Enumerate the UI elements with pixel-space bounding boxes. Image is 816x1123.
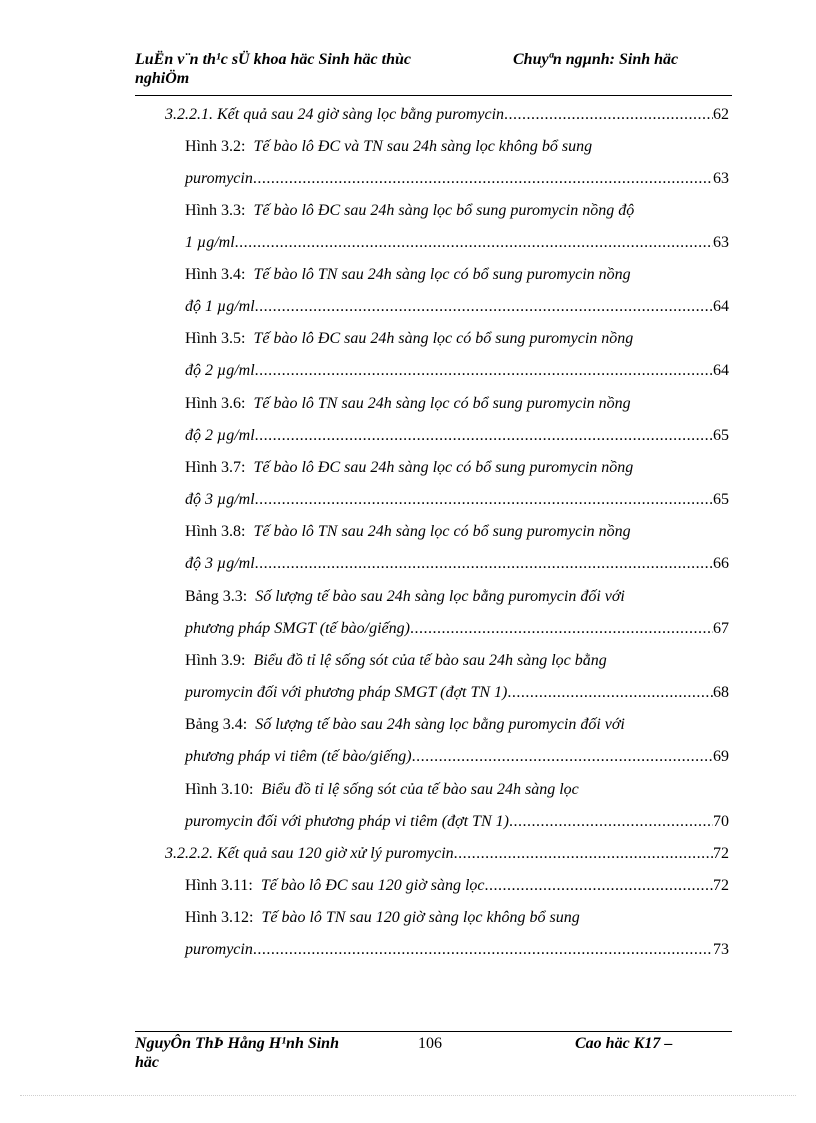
toc-entry-title: 1 µg/ml: [185, 234, 235, 251]
toc-entry-title: Tế bào lô ĐC sau 24h sàng lọc bổ sung puromycin nồng độ: [253, 202, 635, 219]
toc-entry-label: Bảng 3.4:: [185, 716, 248, 733]
toc-leader-dots: [507, 683, 713, 703]
toc-entry-label: Hình 3.2:: [185, 138, 246, 155]
toc-entry-title: Tế bào lô TN sau 24h sàng lọc có bổ sung puromycin nồng: [253, 523, 631, 540]
toc-entry: [185, 747, 729, 767]
toc-entry-label: Hình 3.11:: [185, 877, 253, 894]
toc-leader-dots: [504, 105, 713, 125]
footer-course: Cao häc K17 –: [575, 1035, 673, 1052]
toc-entry-title: puromycin: [185, 170, 253, 187]
toc-entry-title: Tế bào lô ĐC sau 24h sàng lọc có bổ sung puromycin nồng: [253, 330, 634, 347]
footer-rule: [135, 1031, 732, 1032]
toc-entry-title: độ 1 µg/ml: [185, 298, 255, 315]
toc-entry: [185, 490, 729, 510]
toc-entry-label: Hình 3.12:: [185, 909, 254, 926]
toc-leader-dots: [454, 844, 713, 864]
toc-leader-dots: [412, 747, 713, 767]
toc-entry: [185, 619, 729, 639]
toc-entry-first-line: [185, 651, 607, 671]
footer-author: NguyÔn ThÞ Hång H¹nh Sinh häc: [135, 1035, 339, 1071]
toc-entry-page: 66: [713, 555, 729, 572]
toc-entry-title: độ 2 µg/ml: [185, 427, 255, 444]
toc-entry: [185, 876, 729, 896]
toc-entry-title: puromycin đối với phương pháp SMGT (đợt TN 1): [185, 684, 508, 701]
toc-entry-title: Tế bào lô TN sau 24h sàng lọc có bổ sung puromycin nồng: [253, 266, 631, 283]
toc-entry-title: Số lượng tế bào sau 24h sàng lọc bằng puromycin đối với: [255, 716, 625, 733]
toc-entry-label: Hình 3.7:: [185, 459, 246, 476]
toc-entry: [185, 169, 729, 189]
toc-entry-first-line: [185, 329, 633, 349]
toc-entry-page: 64: [713, 362, 729, 379]
header-thesis-title: LuËn v¨n th¹c sÜ khoa häc Sinh häc thùc nghiÖm: [135, 51, 411, 87]
toc-entry-page: 63: [713, 234, 729, 251]
toc-entry-first-line: [185, 522, 631, 542]
toc-entry-page: 64: [713, 298, 729, 315]
toc-entry-label: Hình 3.9:: [185, 652, 246, 669]
page-edge-divider: [20, 1095, 796, 1096]
toc-entry-title: Tế bào lô ĐC sau 24h sàng lọc có bổ sung puromycin nồng: [253, 459, 634, 476]
toc-entry-page: 73: [713, 941, 729, 958]
page-footer: [135, 1034, 732, 1078]
toc-entry: [165, 844, 729, 864]
toc-leader-dots: [410, 619, 713, 639]
toc-entry-title: Tế bào lô TN sau 120 giờ sàng lọc không bổ sung: [261, 909, 580, 926]
toc-entry-label: Hình 3.10:: [185, 781, 254, 798]
toc-entry: [185, 361, 729, 381]
toc-entry-page: 72: [713, 845, 729, 862]
toc-entry-title: puromycin đối với phương pháp vi tiêm (đợt TN 1): [185, 813, 509, 830]
toc-entry-title: Tế bào lô ĐC sau 120 giờ sàng lọc: [260, 877, 485, 894]
toc-leader-dots: [255, 490, 713, 510]
toc-leader-dots: [509, 812, 713, 832]
toc-entry: [165, 105, 729, 125]
toc-entry-label: Hình 3.8:: [185, 523, 246, 540]
toc-entry-label: Hình 3.4:: [185, 266, 246, 283]
toc-entry-title: 3.2.2.1. Kết quả sau 24 giờ sàng lọc bằng puromycin: [165, 106, 505, 123]
toc-entry: [185, 812, 729, 832]
toc-entry: [185, 426, 729, 446]
toc-entry-title: Số lượng tế bào sau 24h sàng lọc bằng puromycin đối với: [255, 588, 625, 605]
toc-entry-page: 65: [713, 491, 729, 508]
toc-entry-label: Hình 3.6:: [185, 395, 246, 412]
toc-leader-dots: [485, 876, 713, 896]
toc-entry-first-line: [185, 780, 579, 800]
toc-entry-label: Bảng 3.3:: [185, 588, 248, 605]
toc-entry-page: 67: [713, 620, 729, 637]
toc-entry-first-line: [185, 458, 633, 478]
toc-entry: [185, 683, 729, 703]
toc-entry-first-line: [185, 394, 631, 414]
toc-entry-title: Tế bào lô TN sau 24h sàng lọc có bổ sung puromycin nồng: [253, 395, 631, 412]
toc-entry-label: Hình 3.5:: [185, 330, 246, 347]
toc-entry-page: 69: [713, 748, 729, 765]
header-major: Chuyªn ngµnh: Sinh häc: [513, 51, 679, 68]
toc-leader-dots: [255, 554, 713, 574]
toc-entry-label: Hình 3.3:: [185, 202, 246, 219]
toc-entry-page: 72: [713, 877, 729, 894]
toc-entry-page: 63: [713, 170, 729, 187]
toc-entry-title: Tế bào lô ĐC và TN sau 24h sàng lọc không bổ sung: [253, 138, 593, 155]
toc-entry-title: độ 2 µg/ml: [185, 362, 255, 379]
toc-entry-title: độ 3 µg/ml: [185, 555, 255, 572]
toc-entry-page: 70: [713, 813, 729, 830]
toc-entry-page: 65: [713, 427, 729, 444]
toc-entry: [185, 233, 729, 253]
toc-leader-dots: [255, 297, 713, 317]
toc-entry-title: puromycin: [185, 941, 253, 958]
page-number: 106: [418, 1035, 442, 1052]
toc-entry-first-line: [185, 587, 625, 607]
toc-entry-page: 68: [713, 684, 729, 701]
toc-entry-title: độ 3 µg/ml: [185, 491, 255, 508]
toc-entry-title: Biểu đồ tỉ lệ sống sót của tế bào sau 24h sàng lọc: [261, 781, 579, 798]
toc-entry-title: phương pháp SMGT (tế bào/giếng): [185, 620, 410, 637]
toc-leader-dots: [235, 233, 713, 253]
toc-entry-title: 3.2.2.2. Kết quả sau 120 giờ xử lý puromycin: [165, 845, 454, 862]
toc-entry-first-line: [185, 201, 634, 221]
toc-entry-page: 62: [713, 106, 729, 123]
toc-entry-first-line: [185, 908, 580, 928]
toc-entry-first-line: [185, 137, 592, 157]
toc-entry-first-line: [185, 715, 625, 735]
toc-entry: [185, 554, 729, 574]
toc-leader-dots: [253, 940, 713, 960]
toc-entry: [185, 297, 729, 317]
toc-leader-dots: [255, 426, 713, 446]
toc-entry: [185, 940, 729, 960]
toc-entry-title: phương pháp vi tiêm (tế bào/giếng): [185, 748, 412, 765]
toc-entry-first-line: [185, 265, 631, 285]
toc-leader-dots: [253, 169, 713, 189]
toc-entry-title: Biểu đồ tỉ lệ sống sót của tế bào sau 24h sàng lọc bằng: [253, 652, 607, 669]
toc-leader-dots: [255, 361, 713, 381]
